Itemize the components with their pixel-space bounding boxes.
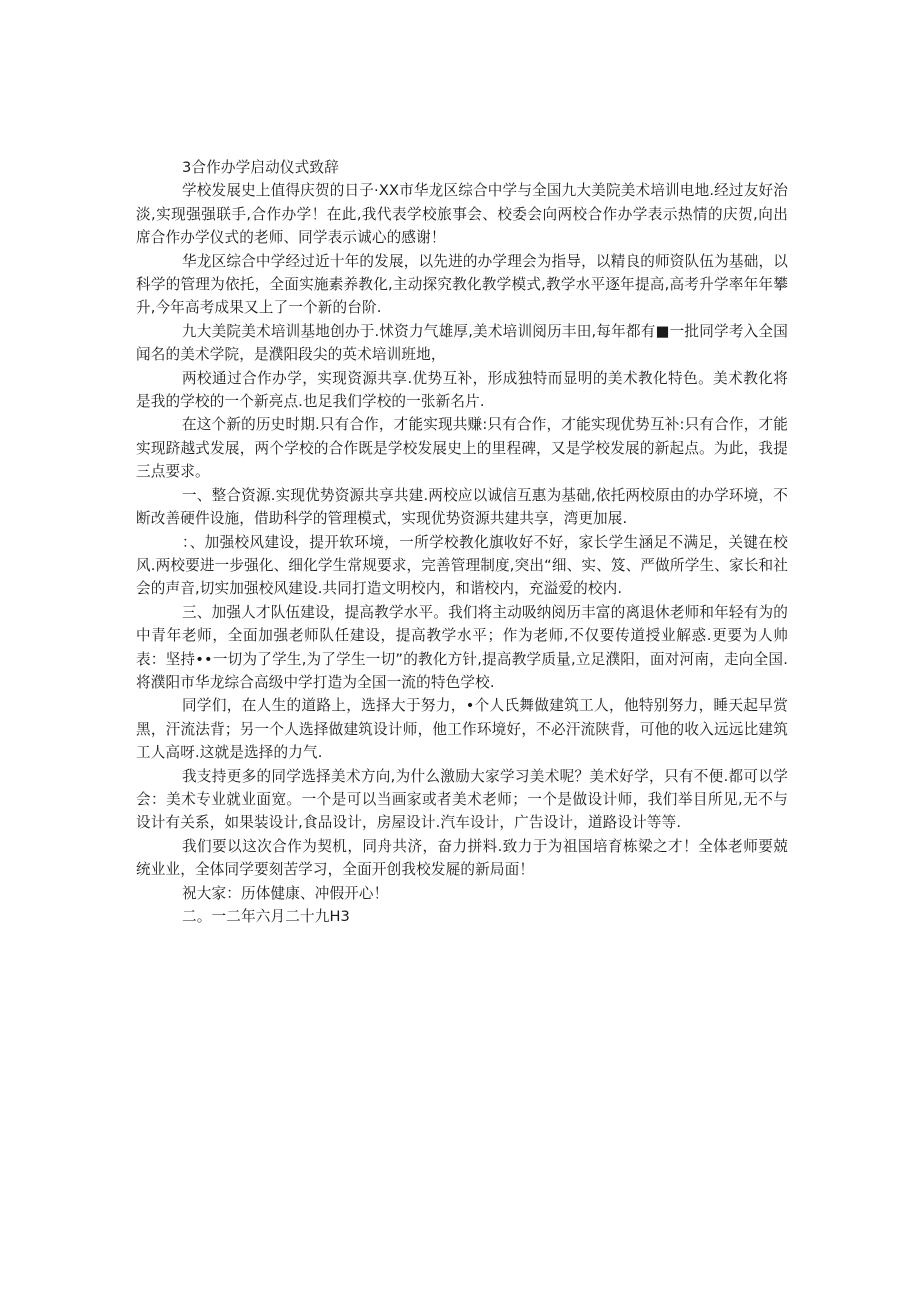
- document-date: 二。一二年六月二十九H3: [182, 908, 350, 925]
- paragraph-new-era: 在这个新的历史时期.只有合作，才能实现共赚:只有合作，才能实现优势互补:只有合作，才能实现跻越式发展，两个学校的合作既是学校发展史上的里程碑，又是学校发展的新起点。为此，我提三点要求。: [136, 416, 788, 481]
- paragraph-school-development: 华龙区综合中学经过近十年的发展，以先进的办学理会为指导，以精良的师资队伍为基础，以科学的管理为依托，全面实施素养教化,主动探究教化教学模式,教学水平逐年提高,高考升学率年年攀升,今年高考成果又上了一个新的台阶.: [136, 252, 788, 317]
- paragraph-requirement-2: ：、加强校风建设，提开软环境，一所学校教化旗收好不好，家长学生涵足不满足，关键在校风.两校要进一步强化、细化学生常规要求，完善管理制度,突出“细、实、笈、严做所学生、家长和社会的声音,切实加强校风建设.共同打造文明校内，和谐校内，充溢爱的校内.: [136, 533, 788, 598]
- paragraph-cooperation: 两校通过合作办学，实现资源共享.优势互补，形成独特而显明的美术教化特色。美术教化将是我的学校的一个新亮点.也足我们学校的一张新名片.: [136, 369, 788, 411]
- paragraph-closing: 我们要以这次合作为契机，同舟共济，奋力拼料.致力于为祖国培育栋梁之才！全体老师要兢统业业，全体同学要刻苦学习，全面开创我校发屣的新局面！: [136, 837, 788, 879]
- speech-text-block: [136, 156, 788, 928]
- paragraph-art-base: 九大美院美术培训基地创办于.怵资力气雄厚,美术培训阅历丰田,每年都有■一批同学考入全国闻名的美术学院，是濮阳段尖的英术培训班地，: [136, 322, 788, 364]
- paragraph-wishes: 祝大家：历体健康、冲假开心！: [182, 884, 389, 902]
- paragraph-choice: 同学们，在人生的道路上，选择大于努力，•个人氏舞做建筑工人，他特别努力，睡天起早赏黑，汗流法背；另一个人选择做建筑设计师，他工作环境好，不必汗流陕背，可他的收入远远比建筑工人高呀.这就是选择的力气.: [136, 697, 788, 762]
- paragraph-opening: 学校发展史上值得庆贺的日子·XX市华龙区综合中学与全国九大美院美术培训电地.经过友好治淡,实现强强联手,合作办学！在此,我代表学校旅事会、校委会向两校合作办学表示热情的庆贺,向出席合作办学仪式的老师、同学表示诚心的感谢！: [136, 182, 788, 247]
- paragraph-requirement-3: 三、加强人才队伍建设，提高教学水平。我们将主动吸纳阅历丰富的离退休老师和年轻有为的中青年老师，全面加强老师队任建设，提高教学水平；作为老师,不仅要传道授业解惑.更要为人帅表：坚持••一切为了学生,为了学生一切”的教化方针,提高教学质量,立足濮阳，面对河南，走向全国.将濮阳市华龙综合高级中学打造为全国一流的特色学校.: [136, 603, 788, 691]
- document-title: 3合作办学启动仪式致辞: [182, 159, 339, 176]
- paragraph-requirement-1: 一、整合资源.实现优势资源共享共建.两校应以诚信互惠为基础,依托两校原由的办学环境，不断改善硬件设施，借助科学的管理模式，实现优势资源共建共享，湾更加展.: [136, 486, 788, 528]
- paragraph-art-study: 我支持更多的同学选择美术方向,为什么激励大家学习美术呢？美术好学，只有不便.都可以学会：美术专业就业面宽。一个是可以当画家或者美术老师；一个是做设计师，我们举目所见,无不与设计有关系，如果装设计,食品设计，房屋设计.汽车设计，广告设计，道路设计等等.: [136, 767, 788, 832]
